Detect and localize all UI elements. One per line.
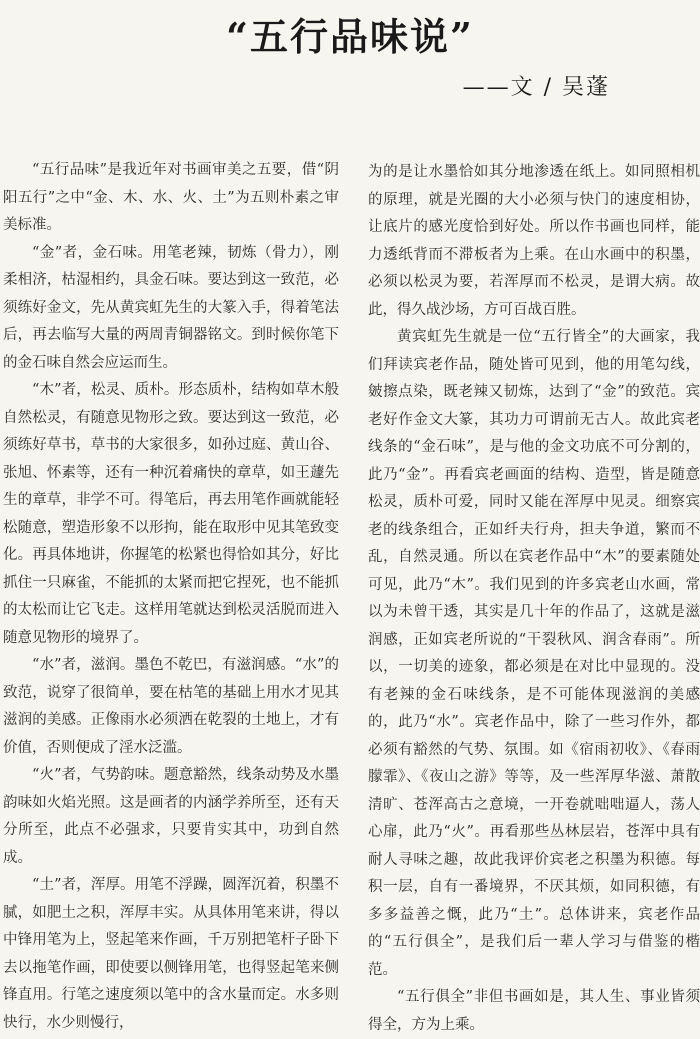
paragraph-wood: “木”者，松灵、质朴。形态质朴，结构如草木般自然松灵，有随意见物形之致。要达到这一致范，必须练好草书，草书的大家很多，如孙过庭、黄山谷、张旭、怀素等，还有一种沉着痛快的章草，如王蘧先生的章草，非学不可。得笔后，再去用笔作画就能轻松随意，塑造形象不以形拘，能在取形中见其笔致变化。再具体地讲，你握笔的松紧也得恰如其分，好比抓住一只麻雀，不能抓的太紧而把它捏死，也不能抓的太松而让它飞走。这样用笔就达到松灵活脱而进入随意见物形的境界了。 [3, 382, 339, 646]
paragraph-earth: “土”者，浑厚。用笔不浮躁，圆浑沉着，积墨不腻，如肥土之积，浑厚丰实。从具体用笔来讲，得以中锋用笔为上，竖起笔来作画，千万别把笔杆子卧下去以拖笔作画，即使要以侧锋用笔，也得竖起笔来侧锋直用。行笔之速度须以笔中的含水量而定。水多则快行，水少则慢行， [3, 877, 339, 1031]
author-byline: ——文 / 吴蓬 [462, 75, 610, 100]
left-text-column [3, 157, 339, 1037]
paragraph-conclusion: “五行俱全”非但书画如是，其人生、事业皆须得全，方为上乘。 [368, 989, 700, 1033]
paragraph-intro: “五行品味”是我近年对书画审美之五要，借“阴阳五行”之中“金、木、水、火、土”为五则朴素之审美标准。 [3, 162, 339, 233]
article-title: “五行品味说” [226, 14, 474, 59]
paragraph-fire: “火”者，气势韵味。题意豁然，线条动势及水墨韵味如火焰光照。这是画者的内涵学养所至，还有天分所至，此点不必强求，只要肯实其中，功到自然成。 [3, 767, 339, 866]
paragraph-earth-continued: 为的是让水墨恰如其分地渗透在纸上。如同照相机的原理，就是光圈的大小必须与快门的速度相协，让底片的感光度恰到好处。所以作书画也同样，能力透纸背而不滞板者为上乘。在山水画中的积墨，必须以松灵为要，若浑厚而不松灵，是谓大病。故此，得久战沙场，方可百战百胜。 [368, 164, 700, 318]
paragraph-metal: “金”者，金石味。用笔老辣，韧炼（骨力），刚柔相济，枯湿相约，具金石味。要达到这一致范，必须练好金文，先从黄宾虹先生的大篆入手，得着笔法后，再去临写大量的两周青铜器铭文。到时候你笔下的金石味自然会应运而生。 [3, 244, 339, 371]
paragraph-huang-binhong: 黄宾虹先生就是一位“五行皆全”的大画家，我们拜读宾老作品，随处皆可见到，他的用笔勾线，皴擦点染，既老辣又韧炼，达到了“金”的致范。宾老好作金文大篆，其功力可谓前无古人。故此宾老线条的“金石味”，是与他的金文功底不可分割的，此乃“金”。再看宾老画面的结构、造型，皆是随意松灵，质朴可爱，同时又能在浑厚中见灵。细察宾老的线条组合，正如纤夫行舟，担夫争道，繁而不乱，自然灵通。所以在宾老作品中“木”的要素随处可见，此乃“木”。我们见到的许多宾老山水画，常以为未曾干透，其实是几十年的作品了，这就是滋润感，正如宾老所说的“干裂秋风、润含春雨”。所以，一切美的迹象，都必须是在对比中显现的。没有老辣的金石味线条，是不可能体现滋润的美感的，此乃“水”。宾老作品中，除了一些习作外，都必须有豁然的气势、氛围。如《宿雨初收》、《春雨朦霏》、《夜山之游》等等，及一些浑厚华滋、萧散清旷、苍浑高古之意境，一开卷就咄咄逼人，荡人心扉，此乃“火”。再看那些丛林层岩，苍浑中具有耐人寻味之趣，故此我评价宾老之积墨为积德。每积一层，自有一番境界，不厌其烦，如同积德，有多多益善之慨，此乃“土”。总体讲来，宾老作品的“五行俱全”，是我们后一辈人学习与借鉴的楷范。 [368, 329, 700, 978]
right-text-column [368, 159, 700, 1039]
paragraph-water: “水”者，滋润。墨色不乾巴，有滋润感。“水”的致范，说穿了很简单，要在枯笔的基础上用水才见其滋润的美感。正像雨水必须洒在乾裂的土地上，才有价值，否则便成了淫水泛滥。 [3, 657, 339, 756]
